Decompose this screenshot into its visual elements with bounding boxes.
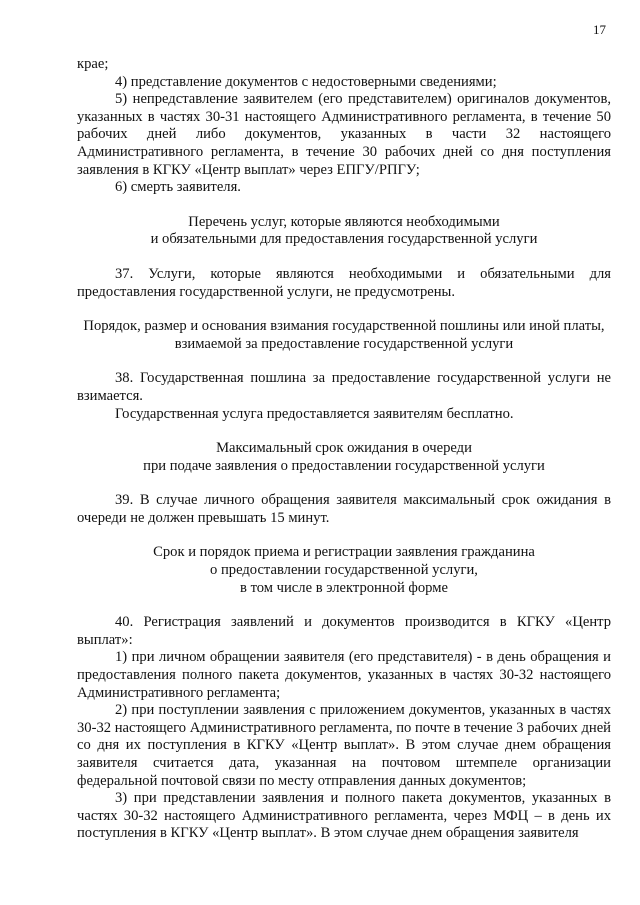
paragraph-gap [77,527,611,544]
paragraph: 37. Услуги, которые являются необходимыми и обязательными для предоставления государственной услуги, не предусмотрены. [77,265,611,300]
paragraph: крае; [77,56,109,72]
paragraph-gap [77,597,611,614]
paragraph-gap [77,423,611,440]
paragraph: 6) смерть заявителя. [115,179,241,196]
section-heading: Максимальный срок ожидания в очереди [216,440,472,457]
paragraph-gap [77,353,611,370]
paragraph-gap [77,249,611,266]
paragraph: 4) представление документов с недостоверными сведениями; [115,73,497,90]
paragraph: 2) при поступлении заявления с приложением документов, указанных в частях 30-32 настоящего Административного регламента, по почте в течение 3 рабочих дней со дня их поступления в КГКУ «Центр выплат». В этом случае днем обращения заявителя считается дата, указанная на почтовом штемпеле организации федеральной почтовой связи по месту отправления данных документов; [77,702,611,789]
paragraph: 3) при представлении заявления и полного пакета документов, указанных в частях 30-32 настоящего Административного регламента, через МФЦ – в день их поступления в КГКУ «Центр выплат». В этом случае днем обращения заявителя [77,790,611,842]
section-heading: о предоставлении государственной услуги, [210,562,478,579]
section-heading: Срок и порядок приема и регистрации заявления гражданина [153,544,535,561]
paragraph: 38. Государственная пошлина за предоставление государственной услуги не взимается. [77,370,611,404]
paragraph: 39. В случае личного обращения заявителя максимальный срок ожидания в очереди не должен превышать 15 минут. [77,492,611,526]
paragraph-gap [77,475,611,492]
paragraph-gap [77,197,611,214]
section-heading: при подаче заявления о предоставлении государственной услуги [143,457,545,474]
section-heading: и обязательными для предоставления государственной услуги [150,231,538,248]
section-heading: в том числе в электронной форме [240,579,448,596]
paragraph: 1) при личном обращении заявителя (его представителя) - в день обращения и предоставления полного пакета документов, указанных в частях 30-32 настоящего Административного регламента; [77,649,611,701]
section-heading: Перечень услуг, которые являются необходимыми [188,213,500,230]
page-number: 17 [593,22,606,37]
section-heading: Порядок, размер и основания взимания государственной пошлины или иной платы, взимаемой за предоставление государственной услуги [83,318,605,352]
document-body [77,56,611,843]
paragraph: 5) непредставление заявителем (его представителем) оригиналов документов, указанных в частях 30-31 настоящего Административного регламента, в течение 50 рабочих дней либо документов, указанных в части 32 настоящего Административного регламента, в течение 30 рабочих дней со дня поступления заявления в КГКУ «Центр выплат» через ЕПГУ/РПГУ; [77,91,611,178]
paragraph: Государственная услуга предоставляется заявителям бесплатно. [115,405,514,422]
paragraph: 40. Регистрация заявлений и документов производится в КГКУ «Центр выплат»: [77,614,611,648]
paragraph-gap [77,301,611,318]
